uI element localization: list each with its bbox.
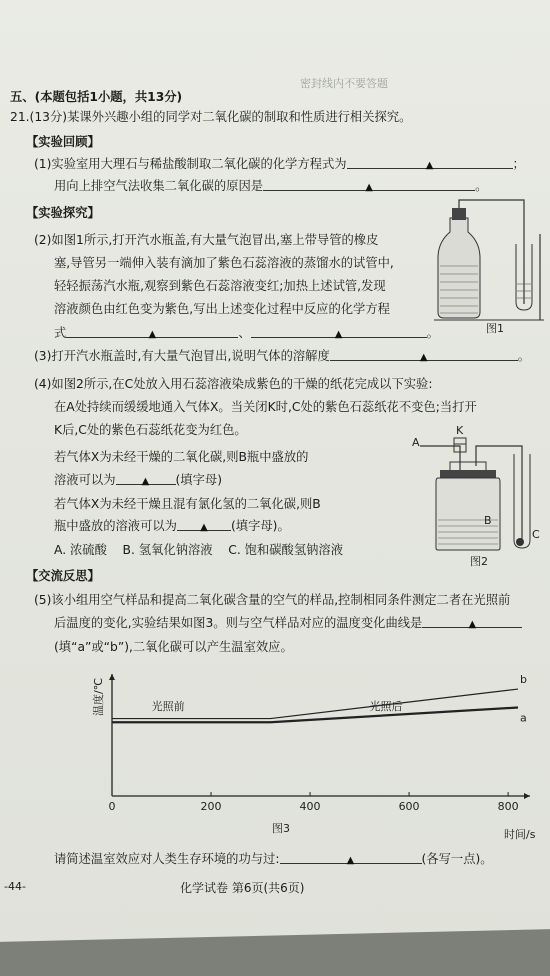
answer-marker: ▲: [468, 619, 477, 630]
figure-3-chart: [60, 668, 540, 846]
x-tick-label: 600: [398, 800, 420, 813]
series-label-a: a: [520, 711, 527, 725]
y-axis-label: 温度/℃: [92, 677, 105, 716]
rubber-stopper: [452, 208, 466, 220]
bottle-stopper: [440, 470, 496, 478]
option-c: C. 饱和碳酸氢钠溶液: [228, 543, 344, 557]
answer-blank[interactable]: [116, 472, 176, 485]
punct: ；: [512, 157, 525, 171]
q4a-line2: [54, 472, 222, 488]
punct: 。: [475, 179, 488, 193]
fill-hint: (填字母)。: [230, 519, 290, 533]
q1-line1: [34, 156, 525, 172]
answer-marker: ▲: [334, 329, 343, 340]
q5-text: 后温度的变化,实验结果如图3。则与空气样品对应的温度变化曲线是: [54, 616, 423, 630]
x-axis-label: 时间/s: [504, 828, 536, 841]
q2-line4: 溶液颜色由红色变为紫色,写出上述变化过程中反应的化学方程: [54, 302, 390, 316]
punct: 。: [517, 349, 531, 363]
answer-marker: ▲: [419, 352, 428, 363]
heading-review: 【实验回顾】: [26, 135, 100, 149]
q5-line3: (填“a”或“b”),二氧化碳可以产生温室效应。: [54, 640, 293, 654]
answer-blank[interactable]: [66, 325, 238, 338]
q4b-line2: [54, 518, 290, 534]
final-question-line: [54, 851, 493, 867]
annotation-before-light: 光照前: [151, 700, 185, 713]
q3-text: (3)打开汽水瓶盖时,有大量气泡冒出,说明气体的溶解度: [34, 349, 330, 363]
answer-blank[interactable]: [177, 518, 231, 531]
heading-explore: 【实验探究】: [26, 206, 100, 220]
x-tick-label: 200: [200, 800, 222, 813]
answer-marker: ▲: [141, 476, 150, 487]
label-c: C: [532, 528, 540, 541]
final-text: 请简述温室效应对人类生存环境的功与过:: [54, 852, 280, 866]
q1-line2: [54, 178, 487, 194]
label-k: K: [456, 424, 464, 437]
q2-line3: 轻轻振荡汽水瓶,观察到紫色石蕊溶液变红;加热上述试管,发现: [54, 279, 386, 293]
litmus-flower: [516, 538, 524, 546]
answer-blank[interactable]: [330, 348, 518, 361]
x-tick-label: 0: [108, 800, 116, 813]
label-a: A: [412, 436, 420, 449]
q2-line1: (2)如图1所示,打开汽水瓶盖,有大量气泡冒出,塞上带导管的橡皮: [34, 233, 379, 247]
answer-blank[interactable]: [347, 156, 513, 169]
answer-marker: ▲: [148, 329, 157, 340]
q4a-line1: 若气体X为未经干燥的二氧化碳,则B瓶中盛放的: [54, 450, 309, 464]
answer-marker: ▲: [200, 522, 208, 533]
q2-line5: [54, 325, 439, 341]
figure-2-apparatus: [410, 422, 546, 568]
answer-blank[interactable]: [251, 325, 427, 338]
footer-center: 化学试卷 第6页(共6页): [180, 881, 305, 895]
page-number: -44-: [4, 880, 26, 893]
answer-blank[interactable]: [263, 178, 475, 191]
label-b: B: [484, 514, 492, 527]
x-tick-label: 800: [497, 800, 519, 813]
figure-1-apparatus: [428, 196, 546, 336]
question-intro: 21.(13分)某课外兴趣小组的同学对二氧化碳的制取和性质进行相关探究。: [10, 110, 412, 124]
q4-line1: (4)如图2所示,在C处放入用石蕊溶液染成紫色的干燥的纸花完成以下实验:: [34, 377, 433, 391]
q5-line2: [54, 615, 522, 631]
answer-blank[interactable]: [280, 851, 422, 864]
x-tick-label: 400: [299, 800, 321, 813]
annotation-after-light: 光照后: [369, 700, 403, 713]
soda-bottle: [438, 218, 480, 318]
q1-text: (1)实验室用大理石与稀盐酸制取二氧化碳的化学方程式为: [34, 157, 347, 171]
q2-text: 式: [54, 326, 67, 340]
answer-marker: ▲: [346, 855, 355, 866]
q4b-text: 瓶中盛放的溶液可以为: [54, 519, 177, 533]
q4-line2: 在A处持续而缓缓地通入气体X。当关闭K时,C处的紫色石蕊纸花不变色;当打开: [54, 400, 477, 414]
q2-line2: 塞,导管另一端伸入装有滴加了紫色石蕊溶液的蒸馏水的试管中,: [54, 256, 394, 270]
section-title: 五、(本题包括1小题，共13分): [10, 90, 183, 104]
q4-options: [54, 542, 343, 558]
q5-line1: (5)该小组用空气样品和提高二氧化碳含量的空气的样品,控制相同条件测定二者在光照前: [34, 593, 511, 607]
figure-1-caption: 图1: [486, 322, 504, 335]
q4b-line1: 若气体X为未经干燥且混有氯化氢的二氧化碳,则B: [54, 497, 321, 511]
option-b: B. 氢氧化钠溶液: [122, 543, 213, 557]
answer-blank[interactable]: [422, 615, 522, 628]
q3-line: [34, 348, 530, 364]
q1-text: 用向上排空气法收集二氧化碳的原因是: [54, 179, 264, 193]
punct: 。: [426, 326, 439, 340]
figure-3-caption: 图3: [272, 822, 290, 835]
answer-marker: ▲: [365, 182, 373, 193]
series-label-b: b: [520, 673, 527, 687]
answer-marker: ▲: [425, 160, 434, 171]
heading-reflection: 【交流反思】: [26, 569, 100, 583]
q4a-text: 溶液可以为: [54, 473, 116, 487]
bleed-text: 密封线内不要答题: [300, 77, 388, 90]
fill-hint: (填字母): [175, 473, 222, 487]
figure-2-caption: 图2: [470, 555, 488, 568]
final-suffix: (各写一点)。: [421, 852, 493, 866]
q4-line3: K后,C处的紫色石蕊纸花变为红色。: [54, 423, 247, 437]
option-a: A. 浓硫酸: [54, 543, 107, 557]
punct: 、: [238, 326, 251, 340]
